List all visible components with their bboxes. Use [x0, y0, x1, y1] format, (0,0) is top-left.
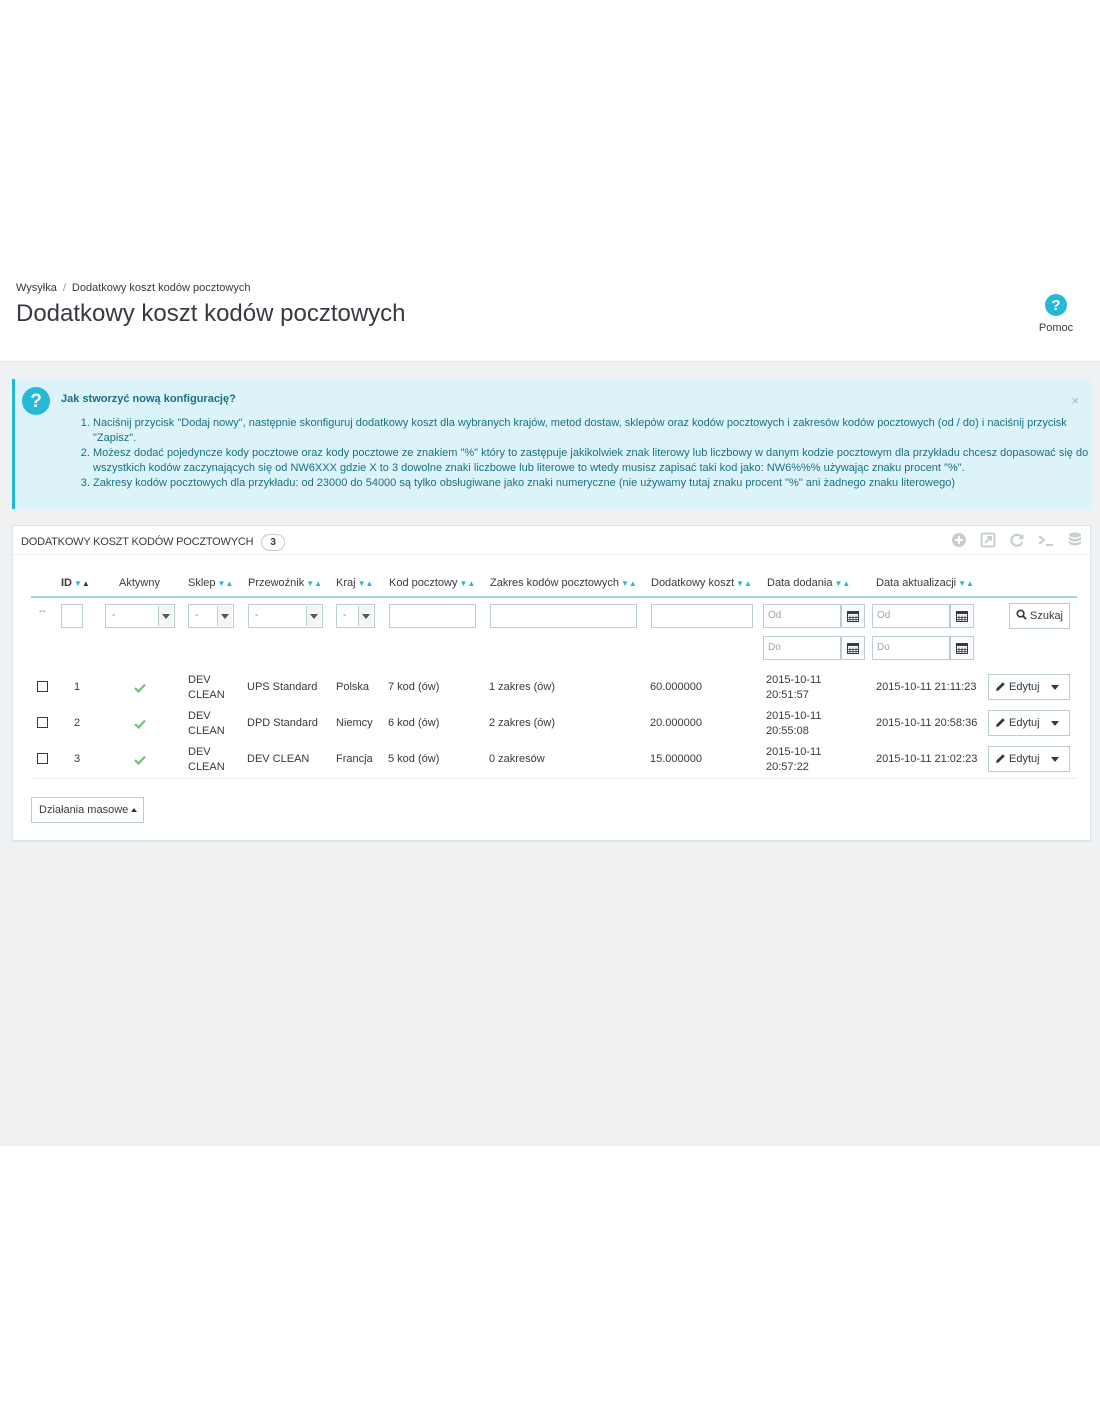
column-header-shop[interactable] [188, 577, 233, 589]
alert-item: 2. Możesz dodać pojedyncze kody pocztowe oraz kody pocztowe ze znakiem "%" który to zastępuje jakikolwiek znak literowy lub liczbowy w danym kodzie pocztowym dla przykładu chcesz dopasować się do wszystkich kodów zaczynających się od NW6XXX gdzie X to 3 dowolne znaki liczbowe lub literowe to wtedy musisz zapisać taki kod jako: NW6%%% używając znaku procent "%". [93, 446, 1093, 476]
calendar-icon[interactable] [841, 636, 865, 660]
alert-instructions [75, 416, 1093, 491]
cell-id: 3 [74, 753, 81, 765]
date-line: 20:55:08 [766, 725, 809, 737]
sort-arrows-icon[interactable]: ▼▲ [621, 579, 637, 588]
pencil-icon [995, 717, 1006, 728]
column-label: Dodatkowy koszt [651, 577, 735, 589]
cell-shop [188, 673, 225, 703]
panel-toolbar [942, 531, 1084, 551]
filter-date-add-to[interactable]: Do [763, 636, 841, 660]
cell-shop [188, 709, 225, 739]
sort-arrows-icon[interactable]: ▼▲ [357, 579, 374, 588]
column-header-cost[interactable] [651, 577, 752, 589]
check-icon[interactable] [134, 755, 146, 765]
count-badge: 3 [261, 534, 284, 551]
cell-cost: 60.000000 [650, 681, 702, 693]
shop-line: DEV [188, 746, 211, 758]
column-label: Data aktualizacji [876, 577, 957, 589]
column-label: Kraj [336, 577, 356, 589]
cell-range: 2 zakres (ów) [489, 717, 556, 729]
cell-date-upd: 2015-10-11 21:11:23 [876, 681, 977, 693]
shop-line: DEV [188, 674, 211, 686]
cell-date-upd: 2015-10-11 20:58:36 [876, 717, 978, 729]
column-header-date-upd[interactable] [876, 577, 974, 589]
edit-label: Edytuj [1009, 753, 1040, 765]
breadcrumb-current: Dodatkowy koszt kodów pocztowych [71, 282, 251, 294]
alert-title: Jak stworzyć nową konfigurację? [61, 393, 236, 405]
column-label: Data dodania [767, 577, 833, 589]
row-checkbox[interactable] [37, 681, 48, 692]
sort-arrows-icon[interactable]: ▼▲ [736, 579, 752, 588]
column-header-id[interactable] [61, 577, 90, 589]
breadcrumb-parent[interactable]: Wysyłka [16, 282, 57, 294]
filter-dashes: -- [39, 606, 46, 617]
filter-date-add-from[interactable]: Od [763, 604, 841, 628]
edit-button[interactable] [988, 710, 1070, 736]
filter-carrier-select[interactable] [248, 604, 323, 628]
cell-country: Francja [336, 753, 373, 765]
pencil-icon [995, 681, 1006, 692]
help-label: Pomoc [1038, 322, 1074, 334]
calendar-icon[interactable] [950, 604, 974, 628]
panel-title-text: DODATKOWY KOSZT KODÓW POCZTOWYCH [21, 536, 254, 548]
date-line: 2015-10-11 [766, 674, 822, 686]
filter-id-input[interactable] [61, 604, 83, 628]
search-button[interactable] [1009, 603, 1070, 629]
select-value: - [112, 610, 116, 621]
alert-item: 1. Naciśnij przycisk "Dodaj nowy", następnie skonfiguruj dodatkowy koszt dla wybranych krajów, metod dostaw, sklepów oraz kodów pocztowych i zakresów kodów pocztowych (od / do) i naciśnij przycisk "Zapisz". [93, 416, 1093, 446]
sql-query-icon[interactable] [1037, 531, 1055, 549]
database-icon[interactable] [1066, 531, 1084, 549]
select-value: - [195, 610, 199, 621]
chevron-down-icon [158, 606, 173, 626]
page-title: Dodatkowy koszt kodów pocztowych [16, 300, 406, 327]
chevron-down-icon [358, 606, 373, 626]
edit-label: Edytuj [1009, 681, 1040, 693]
sort-arrows-icon[interactable]: ▼▲ [958, 579, 974, 588]
sort-arrows-icon[interactable]: ▼▲ [834, 579, 851, 588]
column-header-date-add[interactable] [767, 577, 850, 589]
column-label: Zakres kodów pocztowych [490, 577, 619, 589]
cell-country: Niemcy [336, 717, 373, 729]
cell-postcode: 7 kod (ów) [388, 681, 440, 693]
date-line: 20:51:57 [766, 689, 809, 701]
select-value: - [255, 610, 259, 621]
date-line: 20:57:22 [766, 761, 809, 773]
filter-shop-select[interactable] [188, 604, 234, 628]
shop-line: CLEAN [188, 761, 225, 773]
cell-carrier: UPS Standard [247, 681, 318, 693]
table-row[interactable] [31, 742, 1077, 779]
cell-postcode: 5 kod (ów) [388, 753, 440, 765]
search-icon [1016, 609, 1027, 620]
caret-down-icon[interactable] [1051, 685, 1059, 690]
row-checkbox[interactable] [37, 717, 48, 728]
sort-arrows-icon[interactable]: ▼▲ [306, 579, 323, 588]
check-icon[interactable] [134, 683, 146, 693]
cell-range: 0 zakresów [489, 753, 545, 765]
caret-down-icon[interactable] [1051, 721, 1059, 726]
column-header-range[interactable] [490, 577, 637, 589]
date-line: 2015-10-11 [766, 710, 822, 722]
column-header-country[interactable] [336, 577, 373, 589]
chevron-down-icon [217, 606, 232, 626]
breadcrumb-separator: / [62, 282, 66, 294]
cell-carrier: DPD Standard [247, 717, 318, 729]
cell-date-add [766, 673, 821, 703]
filter-range-input[interactable] [490, 604, 637, 628]
close-icon[interactable]: × [1071, 393, 1079, 408]
sort-arrows-icon[interactable]: ▼▲ [74, 579, 90, 588]
edit-label: Edytuj [1009, 717, 1040, 729]
bulk-actions-label: Działania masowe [39, 804, 129, 816]
cell-cost: 15.000000 [650, 753, 702, 765]
svg-text:?: ? [30, 391, 42, 412]
column-label: Kod pocztowy [389, 577, 458, 589]
refresh-icon[interactable] [1008, 531, 1026, 549]
caret-up-icon [131, 808, 137, 812]
cell-range: 1 zakres (ów) [489, 681, 556, 693]
cell-date-add [766, 709, 821, 739]
search-label: Szukaj [1029, 610, 1064, 622]
panel-heading [13, 526, 1090, 555]
table-row[interactable] [31, 706, 1077, 743]
filter-country-select[interactable] [336, 604, 375, 628]
edit-button[interactable] [988, 746, 1070, 772]
alert-item: 3. Zakresy kodów pocztowych dla przykładu: od 23000 do 54000 są tylko obsługiwane jako znaki numeryczne (nie używamy tutaj znaku procent "%" ani żadnego znaku literowego) [93, 476, 1093, 491]
shop-line: DEV [188, 710, 211, 722]
select-value: - [343, 610, 347, 621]
export-icon[interactable] [979, 531, 997, 549]
info-alert [12, 379, 1091, 509]
breadcrumb [16, 282, 250, 294]
cell-postcode: 6 kod (ów) [388, 717, 440, 729]
question-circle-icon [1045, 294, 1067, 316]
cell-id: 2 [74, 717, 81, 729]
filter-postcode-input[interactable] [389, 604, 476, 628]
calendar-icon[interactable] [841, 604, 865, 628]
bulk-actions-button[interactable] [31, 797, 144, 823]
cell-shop [188, 745, 225, 775]
calendar-icon[interactable] [950, 636, 974, 660]
cell-cost: 20.000000 [650, 717, 702, 729]
cell-date-upd: 2015-10-11 21:02:23 [876, 753, 978, 765]
filter-date-upd-from[interactable]: Od [872, 604, 950, 628]
sort-arrows-icon[interactable]: ▼▲ [459, 579, 476, 588]
check-icon[interactable] [134, 719, 146, 729]
column-label: Sklep [188, 577, 216, 589]
cell-id: 1 [74, 681, 81, 693]
column-header-active: Aktywny [119, 577, 160, 589]
edit-button[interactable] [988, 674, 1070, 700]
row-checkbox[interactable] [37, 753, 48, 764]
page-header [0, 270, 1100, 362]
list-panel [12, 525, 1091, 841]
add-new-icon[interactable] [950, 531, 968, 549]
help-button[interactable] [1026, 294, 1086, 334]
svg-text:?: ? [1051, 297, 1061, 314]
question-circle-icon [22, 387, 50, 415]
caret-down-icon[interactable] [1051, 757, 1059, 762]
filter-active-select[interactable] [105, 604, 175, 628]
column-label: ID [61, 577, 72, 589]
table-row[interactable] [31, 670, 1077, 707]
shop-line: CLEAN [188, 689, 225, 701]
filter-date-upd-to[interactable]: Do [872, 636, 950, 660]
sort-arrows-icon[interactable]: ▼▲ [217, 579, 234, 588]
column-label: Przewoźnik [248, 577, 305, 589]
chevron-down-icon [306, 606, 321, 626]
column-header-carrier[interactable] [248, 577, 322, 589]
filter-cost-input[interactable] [651, 604, 753, 628]
shop-line: CLEAN [188, 725, 225, 737]
cell-date-add [766, 745, 821, 775]
pencil-icon [995, 753, 1006, 764]
cell-carrier: DEV CLEAN [247, 753, 310, 765]
column-header-postcode[interactable] [389, 577, 475, 589]
cell-country: Polska [336, 681, 370, 693]
date-line: 2015-10-11 [766, 746, 822, 758]
panel-title [21, 534, 285, 551]
